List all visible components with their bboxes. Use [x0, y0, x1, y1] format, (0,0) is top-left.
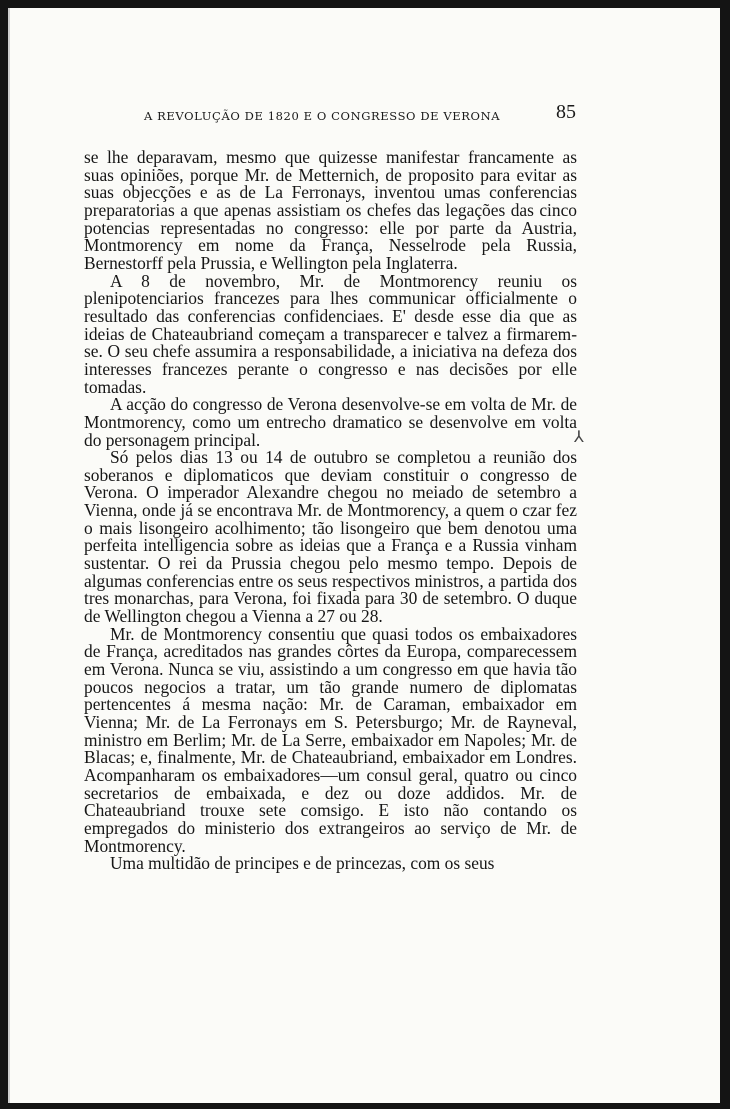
running-title: A REVOLUÇÃO DE 1820 E O CONGRESSO DE VERONA: [144, 109, 501, 123]
paragraph: Mr. de Montmorency consentiu que quasi todos os embaixadores de França, acreditados nas grandes côrtes da Europa, comparecessem em Verona. Nunca se viu, assistindo a um congresso em que havia tão poucos negocios a tratar, um tão grande numero de diplomatas pertencentes á mesma nação: Mr. de Caraman, embaixador em Vienna; Mr. de La Ferronays em S. Petersburgo; Mr. de Rayneval, ministro em Berlim; Mr. de La Serre, embaixador em Napoles; Mr. de Blacas; e, finalmente, Mr. de Chateaubriand, embaixador em Londres. Acompanharam os embaixadores—um consul geral, quatro ou cinco secretarios de embaixada, e dez ou doze addidos. Mr. de Chateaubriand trouxe sete comsigo. E isto não contando os empregados do ministerio dos extrangeiros ao serviço de Mr. de Montmorency.: [84, 623, 577, 856]
scan-edge: [8, 8, 10, 1103]
page-header: [116, 97, 576, 127]
paragraph: Uma multidão de principes e de princezas, com os seus: [110, 853, 495, 874]
page-number: 85: [556, 101, 576, 123]
paragraph: se lhe deparavam, mesmo que quizesse manifestar francamente as suas opiniões, porque Mr. de Metternich, de proposito para evitar as suas objecções e as de La Ferronays, inventou umas conferencias preparatorias a que apenas assistiam os chefes das legações das cinco potencias representadas no congresso: elle por parte da Austria, Montmorency em nome da França, Nesselrode pela Russia, Bernestorff pela Prussia, e Wellington pela Inglaterra.: [84, 147, 577, 273]
paragraph: A acção do congresso de Verona desenvolve-se em volta de Mr. de Montmorency, como um entrecho dramatico se desenvolve em volta do personagem principal.: [84, 394, 577, 450]
paragraph: Só pelos dias 13 ou 14 de outubro se completou a reunião dos soberanos e diplomaticos que deviam constituir o congresso de Verona. O imperador Alexandre chegou no meiado de setembro a Vienna, onde já se encontrava Mr. de Montmorency, a quem o czar fez o mais lisongeiro acolhimento; tão lisongeiro que bem denotou uma perfeita intelligencia sobre as ideias que a França e a Russia vinham sustentar. O rei da Prussia chegou pelo mesmo tempo. Depois de algumas conferencias entre os seus respectivos ministros, a partida dos tres monarchas, para Verona, foi fixada para 30 de setembro. O duque de Wellington chegou a Vienna a 27 ou 28.: [84, 447, 577, 627]
margin-pencil-mark: ⅄: [574, 429, 584, 446]
paragraph: A 8 de novembro, Mr. de Montmorency reuniu os plenipotenciarios francezes para lhes communicar officialmente o resultado das conferencias confidenciaes. E' desde esse dia que as ideias de Chateaubriand começam a transparecer e talvez a firmarem-se. O seu chefe assumira a responsabilidade, a iniciativa na defeza dos interesses francezes perante o congresso e nas decisões por elle tomadas.: [84, 270, 577, 397]
body-text: [84, 149, 577, 873]
